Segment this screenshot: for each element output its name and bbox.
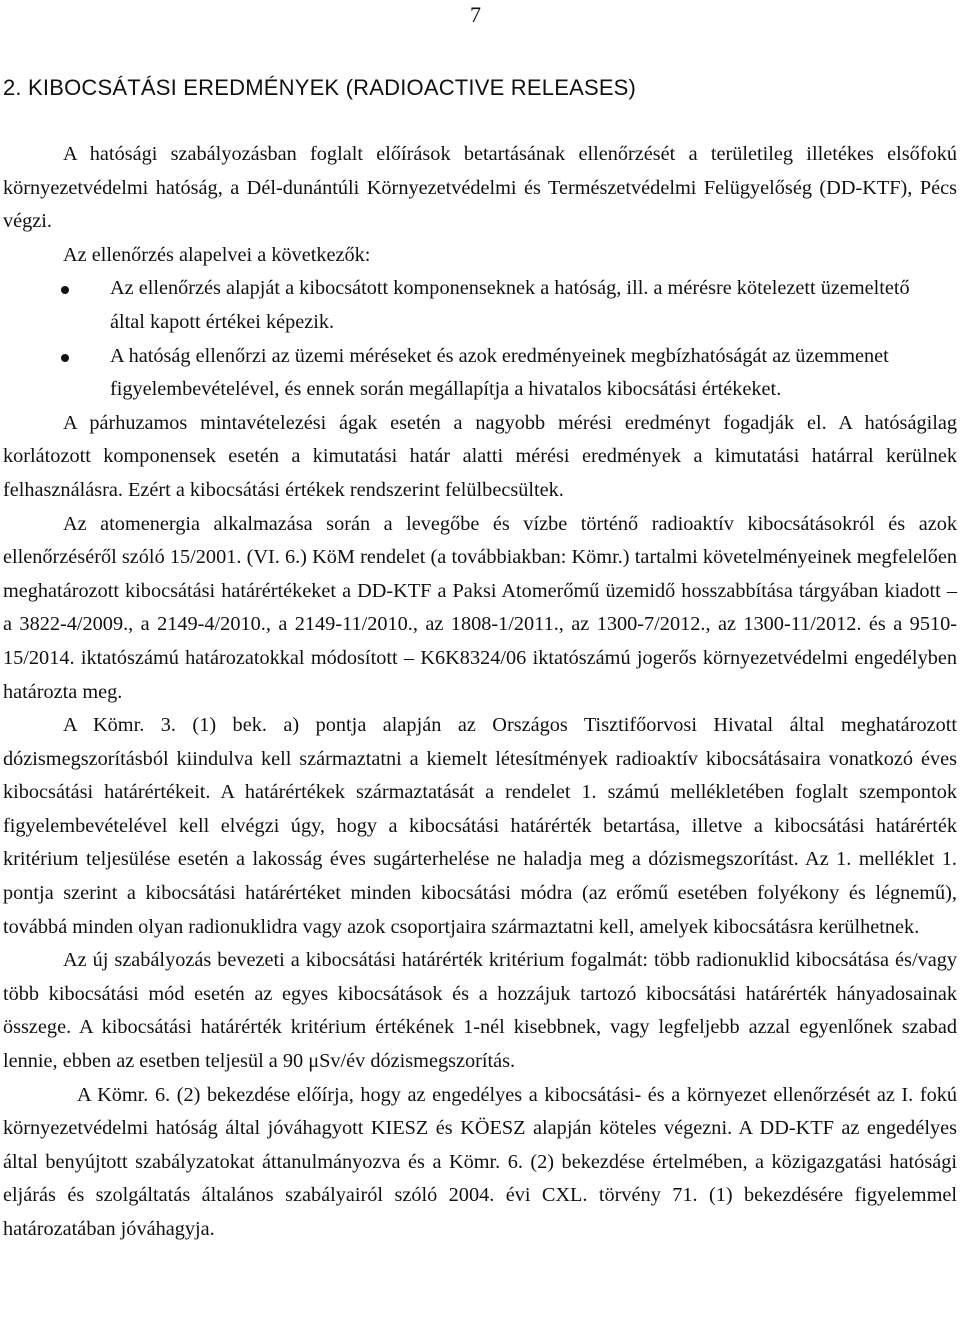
list-item-text: Az ellenőrzés alapját a kibocsátott komponenseknek a hatóság, ill. a mérésre kötelezett üzemeltető által kapott értékei képezik.: [110, 277, 910, 333]
paragraph-parallel-sampling: A párhuzamos mintavételezési ágak esetén a nagyobb mérési eredményt fogadják el. A hatóságilag korlátozott komponensek esetén a kimutatási határ alatti mérési eredmények a kimutatási határral kerülnek felhasználásra. Ezért a kibocsátási értékek rendszerint felülbecsültek.: [3, 411, 957, 501]
document-body: [3, 138, 957, 1247]
bullet-icon: [61, 286, 69, 294]
paragraph-limit-criterion: Az új szabályozás bevezeti a kibocsátási határérték kritérium fogalmát: több radionuklid kibocsátása és/vagy több kibocsátási mód esetén az egyes kibocsátások és a hozzájuk tartozó kibocsátási határérték hányadosainak összege. A kibocsátási határérték kritérium értékének 1-nél kisebbnek, vagy legfeljebb azzal egyenlőnek szabad lennie, ebben az esetben teljesül a 90 μSv/év dózismegszorítás.: [3, 949, 957, 1073]
principles-list: [3, 272, 957, 406]
list-item: [3, 340, 957, 407]
page-number: 7: [470, 2, 481, 27]
list-item: [3, 272, 957, 339]
paragraph-dose-constraint: A Kömr. 3. (1) bek. a) pontja alapján az Országos Tisztifőorvosi Hivatal által meghatározott dózismegszorításból kiindulva kell származtatni a kiemelt létesítmények radioaktív kibocsátásaira vonatkozó éves kibocsátási határértékeit. A határértékek származtatását a rendelet 1. számú mellékletében foglalt szempontok figyelembevételével kell elvégzi úgy, hogy a kibocsátási határérték betartása, illetve a kibocsátási határérték kritérium teljesülése esetén a lakosság éves sugárterhelése ne haladja meg a dózismegszorítást. Az 1. melléklet 1. pontja szerint a kibocsátási határértéket minden kibocsátási módra (az erőmű esetében folyékony és légnemű), továbbá minden olyan radionuklidra vagy azok csoportjaira származtatni kell, amelyek kibocsátásra kerülhetnek.: [3, 714, 957, 938]
list-item-text: A hatóság ellenőrzi az üzemi méréseket és azok eredményeinek megbízhatóságát az üzemmenet figyelembevételével, és ennek során megállapítja a hivatalos kibocsátási értékeket.: [110, 344, 889, 401]
paragraph-principles-intro: Az ellenőrzés alapelvei a következők:: [63, 243, 371, 266]
paragraph-release-limits: Az atomenergia alkalmazása során a levegőbe és vízbe történő radioaktív kibocsátásokról és azok ellenőrzéséről szóló 15/2001. (VI. 6.) KöM rendelet (a továbbiakban: Kömr.) tartalmi követelményeinek megfelelően meghatározott kibocsátási határértékeket a DD-KTF a Paksi Atomerőmű üzemidő hosszabbítása tárgyában kiadott – a 3822-4/2009., a 2149-4/2010., a 2149-11/2010., az 1808-1/2011., az 1300-7/2012., az 1300-11/2012. és a 9510-15/2014. iktatószámú határozatokkal módosított – K6K8324/06 iktatószámú jogerős környezetvédelmi engedélyben határozta meg.: [3, 512, 957, 703]
paragraph-kiesz-koesz: A Kömr. 6. (2) bekezdése előírja, hogy az engedélyes a kibocsátási- és a környezet ellenőrzését az I. fokú környezetvédelmi hatóság által jóváhagyott KIESZ és KÖESZ alapján köteles végezni. A DD-KTF az engedélyes által benyújtott szabályzatokat áttanulmányozva és a Kömr. 6. (2) bekezdése értelmében, a közigazgatási hatósági eljárás és szolgáltatás általános szabályairól szóló 2004. évi CXL. törvény 71. (1) bekezdésére figyelemmel határozatában jóváhagyja.: [3, 1083, 957, 1240]
section-title: 2. KIBOCSÁTÁSI EREDMÉNYEK (RADIOACTIVE RELEASES): [3, 75, 637, 100]
paragraph-authority-oversight: A hatósági szabályozásban foglalt előírások betartásának ellenőrzését a területileg illetékes elsőfokú környezetvédelmi hatóság, a Dél-dunántúli Környezetvédelmi és Természetvédelmi Felügyelőség (DD-KTF), Pécs végzi.: [3, 143, 957, 233]
bullet-icon: [61, 354, 69, 362]
